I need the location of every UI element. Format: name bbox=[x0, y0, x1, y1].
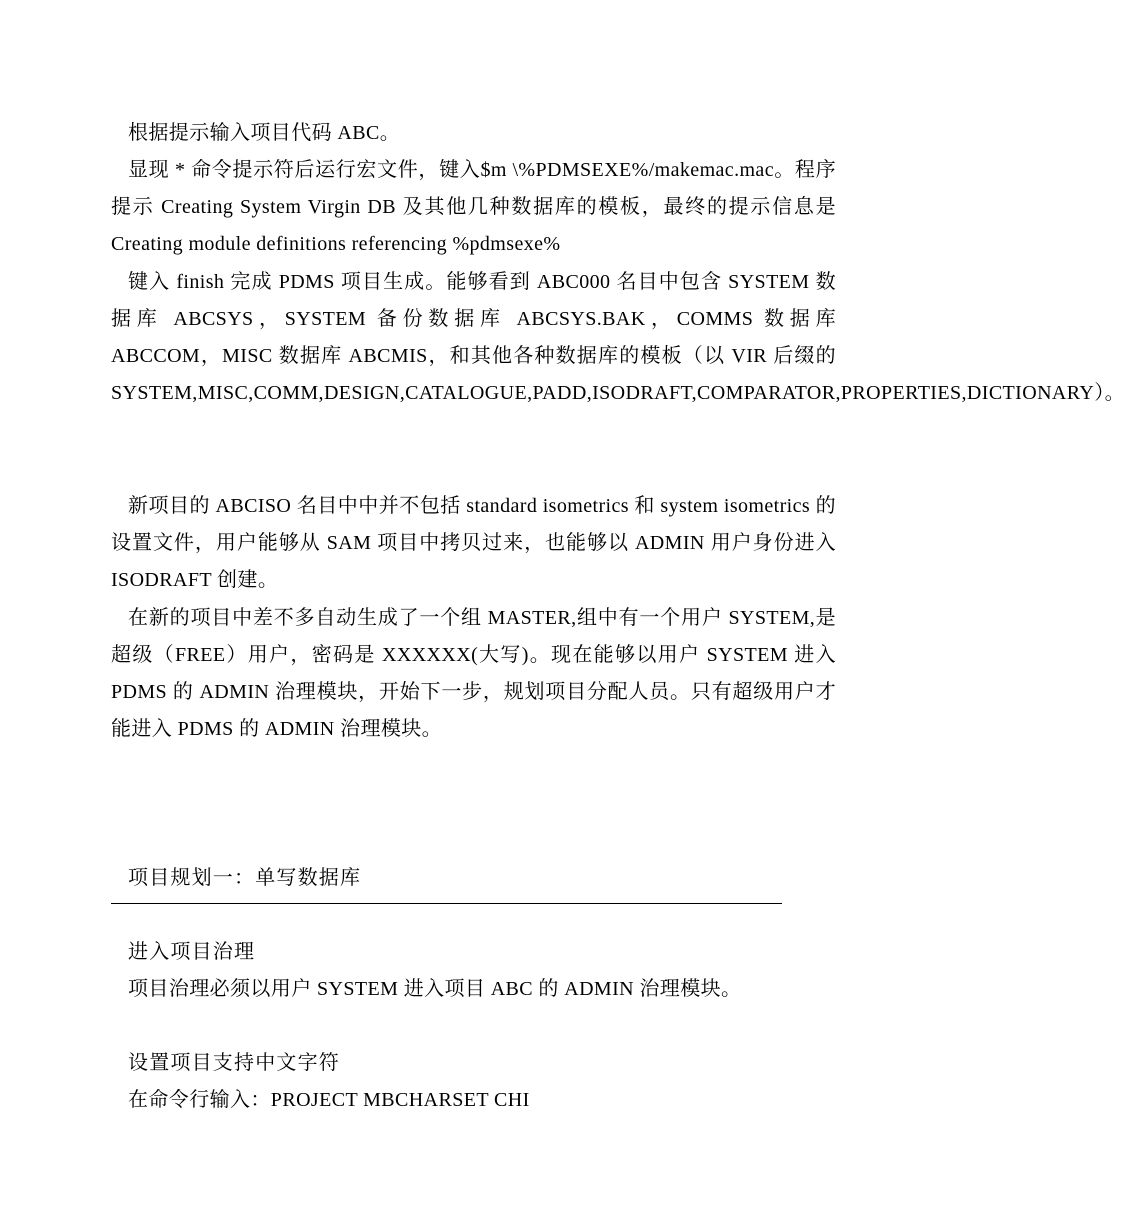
heading-divider bbox=[111, 903, 782, 904]
paragraph-enter-project-code: 根据提示输入项目代码 ABC。 bbox=[128, 122, 401, 144]
subsection-text-enter-admin: 项目治理必须以用户 SYSTEM 进入项目 ABC 的 ADMIN 治理模块。 bbox=[128, 978, 742, 1000]
section-heading: 项目规划一：单写数据库 bbox=[128, 867, 362, 889]
paragraph-finish-project: 键入 finish 完成 PDMS 项目生成。能够看到 ABC000 名目中包含 SYSTEM 数据库 ABCSYS，SYSTEM 备份数据库 ABCSYS.BAK，COMMS 数据库 ABCCOM，MISC 数据库 ABCMIS，和其他各种数据库的模板（以 VIR 后缀的 SYSTEM,MISC,COMM,DESIGN,CATALOGUE,PADD,ISODRAFT,COMPARATOR,PROPERTIES,DICTIONARY）。 bbox=[111, 271, 1125, 404]
paragraph-run-macro: 显现 * 命令提示符后运行宏文件，键入$m \%PDMSEXE%/makemac.mac。程序提示 Creating System Virgin DB 及其他几种数据库的模板，最终的提示信息是 Creating module definitions referencing %pdmsexe% bbox=[111, 159, 836, 255]
paragraph-master-group: 在新的项目中差不多自动生成了一个组 MASTER,组中有一个用户 SYSTEM,是超级（FREE）用户，密码是 XXXXXX(大写)。现在能够以用户 SYSTEM 进入 PDMS 的 ADMIN 治理模块，开始下一步，规划项目分配人员。只有超级用户才能进入 PDMS 的 ADMIN 治理模块。 bbox=[111, 607, 836, 740]
subsection-title-chinese-charset: 设置项目支持中文字符 bbox=[128, 1052, 340, 1074]
subsection-title-enter-admin: 进入项目治理 bbox=[128, 941, 256, 963]
paragraph-iso-settings: 新项目的 ABCISO 名目中中并不包括 standard isometrics 和 system isometrics 的设置文件，用户能够从 SAM 项目中拷贝过来，也能够以 ADMIN 用户身份进入 ISODRAFT 创建。 bbox=[111, 495, 836, 591]
subsection-text-chinese-charset: 在命令行输入：PROJECT MBCHARSET CHI bbox=[128, 1089, 530, 1111]
